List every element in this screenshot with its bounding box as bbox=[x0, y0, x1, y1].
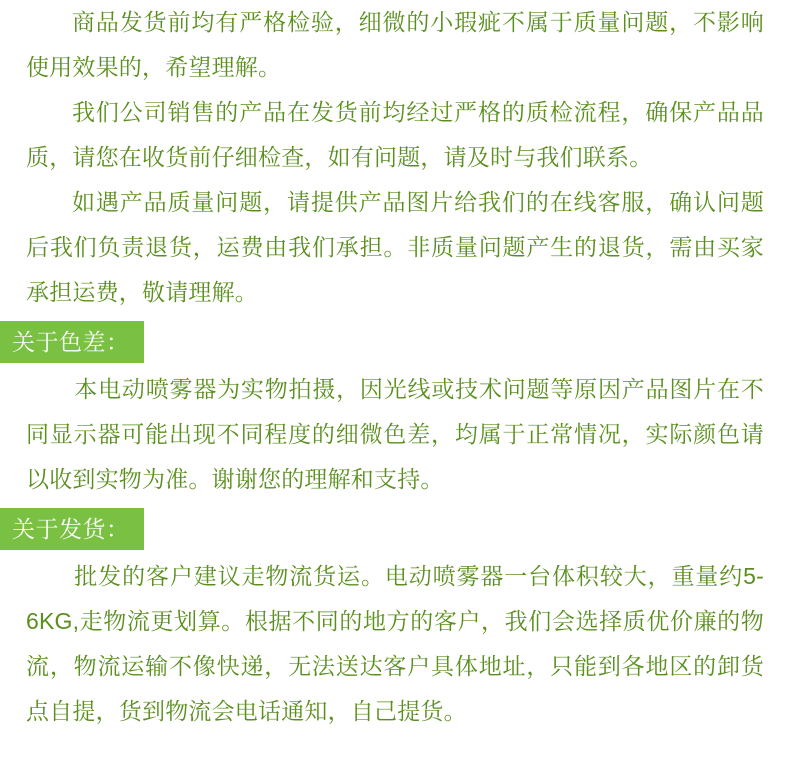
section-heading-color-difference: 关于色差： bbox=[0, 321, 144, 363]
section-shipping bbox=[6, 502, 764, 554]
paragraph-quality-process: 我们公司销售的产品在发货前均经过严格的质检流程，确保产品品质，请您在收货前仔细检查，如有问题，请及时与我们联系。 bbox=[26, 99, 764, 170]
paragraph-shipping: 批发的客户建议走物流货运。电动喷雾器一台体积较大，重量约5-6KG,走物流更划算。根据不同的地方的客户，我们会选择质优价廉的物流，物流运输不像快递，无法送达客户具体地址，只能到各地区的卸货点自提，货到物流会电话通知，自己提货。 bbox=[26, 563, 764, 724]
section-heading-shipping: 关于发货： bbox=[0, 508, 144, 550]
paragraph-color-difference: 本电动喷雾器为实物拍摄，因光线或技术问题等原因产品图片在不同显示器可能出现不同程度的细微色差，均属于正常情况，实际颜色请以收到实物为准。谢谢您的理解和支持。 bbox=[26, 376, 764, 492]
paragraph-quality-return-policy: 如遇产品质量问题，请提供产品图片给我们的在线客服，确认问题后我们负责退货，运费由我们承担。非质量问题产生的退货，需由买家承担运费，敬请理解。 bbox=[26, 189, 764, 305]
section-color-difference bbox=[6, 315, 764, 367]
paragraph-quality-inspection: 商品发货前均有严格检验，细微的小瑕疵不属于质量问题，不影响使用效果的，希望理解。 bbox=[26, 9, 764, 80]
